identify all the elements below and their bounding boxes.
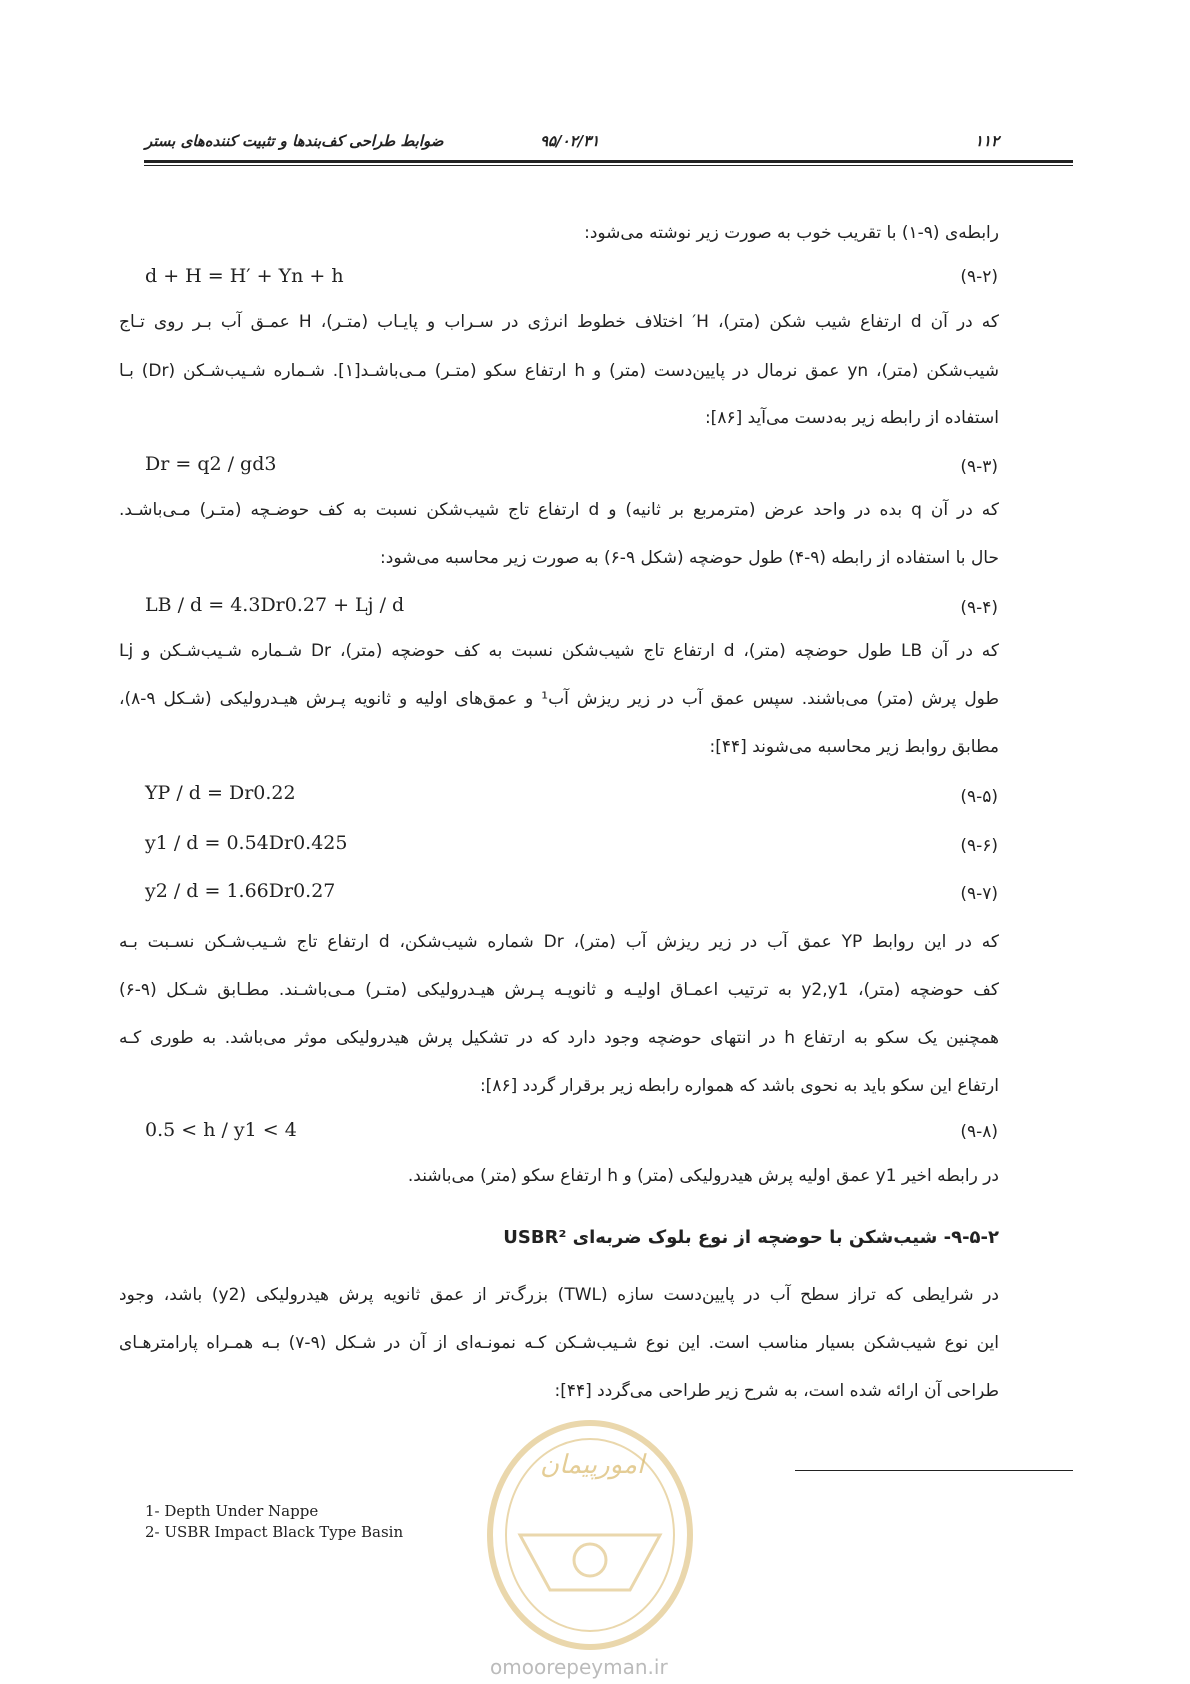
- equation: Dr = q2 / gd3: [145, 453, 277, 475]
- equation-number: (۹-۸): [960, 1122, 998, 1142]
- body-line: که در این روابط YP عمق آب در زیر ریزش آب (متر)، Dr شماره شیب‌شکن، d ارتفاع تاج شـیب‌شـکن نسـبت بـه: [119, 932, 1000, 952]
- equation-number: (۹-۴): [960, 598, 998, 618]
- body-line: طراحی آن ارائه شده است، به شرح زیر طراحی می‌گردد [۴۴]:: [554, 1381, 999, 1401]
- header-date: ۹۵/۰۲/۳۱: [540, 132, 600, 150]
- equation: y1 / d = 0.54Dr0.425: [145, 832, 348, 854]
- equation: y2 / d = 1.66Dr0.27: [145, 880, 336, 902]
- body-line: در شرایطی که تراز سطح آب در پایین‌دست سازه (TWL) بزرگ‌تر از عمق ثانویه پرش هیدرولیکی (y2) باشد، وجود: [119, 1285, 1000, 1305]
- section-heading: ۹-۵-۲- شیب‌شکن با حوضچه از نوع بلوک ضربه‌ای USBR²: [503, 1227, 999, 1248]
- equation-number: (۹-۵): [960, 787, 998, 807]
- equation-number: (۹-۲): [960, 267, 998, 287]
- equation-number: (۹-۳): [960, 457, 998, 477]
- body-line: کف حوضچه (متر)، y2,y1 به ترتیب اعمـاق اولیـه و ثانویـه پـرش هیـدرولیکی (متـر) مـی‌باشـند. مطـابق شـکل (۹-۶): [119, 980, 999, 1000]
- body-line: ارتفاع این سکو باید به نحوی باشد که همواره رابطه زیر برقرار گردد [۸۶]:: [479, 1076, 999, 1096]
- equation: YP / d = Dr0.22: [145, 782, 296, 804]
- body-line: که در آن q بده در واحد عرض (مترمربع بر ثانیه) و d ارتفاع تاج شیب‌شکن نسبت به کف حوضـچه (متـر) مـی‌باشـد.: [119, 500, 999, 520]
- header-rule-thin: [144, 165, 1073, 166]
- body-line: شیب‌شکن (متر)، yn عمق نرمال در پایین‌دست (متر) و h ارتفاع سکو (متـر) مـی‌باشـد[۱]. شـماره شـیب‌شـکن (Dr) بـا: [119, 361, 999, 381]
- watermark-url: omoorepeyman.ir: [490, 1655, 668, 1679]
- equation: 0.5 < h / y1 < 4: [145, 1119, 297, 1141]
- footnote: 1- Depth Under Nappe: [145, 1502, 319, 1520]
- equation-number: (۹-۷): [960, 884, 998, 904]
- footnote-separator: [795, 1470, 1073, 1471]
- watermark-logo-text: امورپیمان: [540, 1450, 645, 1480]
- body-line: که در آن LB طول حوضچه (متر)، d ارتفاع تاج شیب‌شکن نسبت به کف حوضچه (متر)، Dr شـماره شـیب‌شـکن و Lj: [119, 641, 1000, 661]
- body-line: استفاده از رابطه زیر به‌دست می‌آید [۸۶]:: [704, 408, 999, 428]
- body-line: که در آن d ارتفاع شیب شکن (متر)، H′ اختلاف خطوط انرژی در سـراب و پایـاب (متـر)، H عمـق آب بـر روی تـاج: [119, 312, 1000, 332]
- body-line: مطابق روابط زیر محاسبه می‌شوند [۴۴]:: [709, 737, 999, 757]
- body-line: طول پرش (متر) می‌باشند. سپس عمق آب در زیر ریزش آب¹ و عمق‌های اولیه و ثانویه پـرش هیـدرولیکی (شـکل ۹-۸)،: [119, 689, 999, 709]
- equation-number: (۹-۶): [960, 836, 998, 856]
- body-line: رابطه‌ی (۹-۱) با تقریب خوب به صورت زیر نوشته می‌شود:: [584, 223, 999, 243]
- equation: LB / d = 4.3Dr0.27 + Lj / d: [145, 594, 405, 616]
- footnote: 2- USBR Impact Black Type Basin: [145, 1523, 404, 1541]
- body-line: در رابطه اخیر y1 عمق اولیه پرش هیدرولیکی (متر) و h ارتفاع سکو (متر) می‌باشند.: [407, 1166, 999, 1186]
- equation: d + H = H′ + Yn + h: [145, 265, 344, 287]
- header-title: ضوابط طراحی کف‌بندها و تثبیت کننده‌های بستر: [145, 132, 444, 150]
- body-line: حال با استفاده از رابطه (۹-۴) طول حوضچه (شکل ۹-۶) به صورت زیر محاسبه می‌شود:: [380, 548, 999, 568]
- body-line: این نوع شیب‌شکن بسیار مناسب است. این نوع شـیب‌شـکن کـه نمونـه‌ای از آن در شـکل (۹-۷) بـه همـراه پارامترهـای: [119, 1333, 999, 1353]
- page-number: ۱۱۲: [974, 132, 999, 150]
- header-rule-thick: [144, 160, 1073, 163]
- body-line: همچنین یک سکو به ارتفاع h در انتهای حوضچه وجود دارد که در تشکیل پرش هیدرولیکی موثر می‌باشد. به طوری کـه: [119, 1028, 1000, 1048]
